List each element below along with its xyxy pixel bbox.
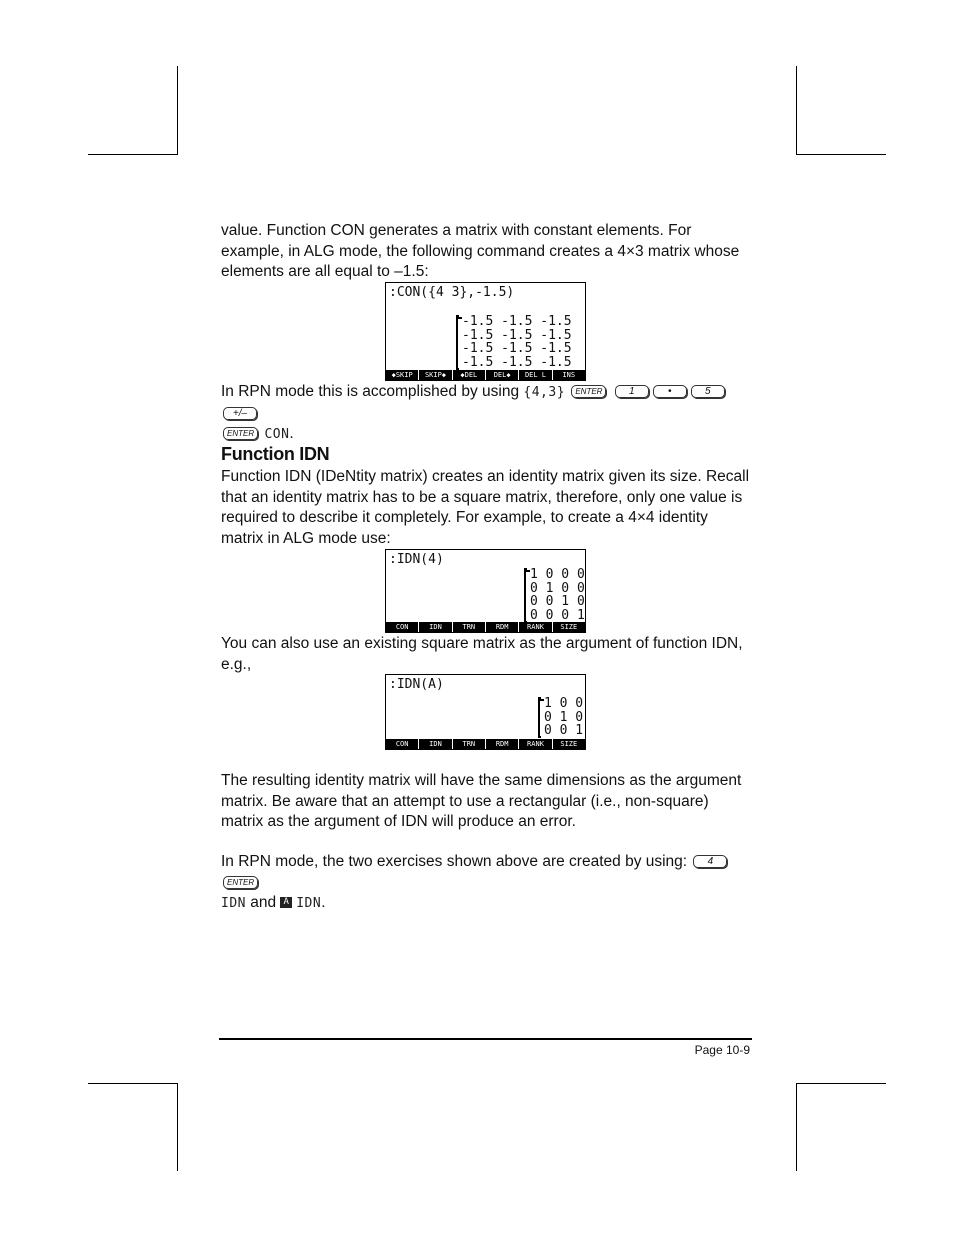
matrix-row: 1 0 0 0 bbox=[530, 567, 585, 582]
function-name: CON bbox=[264, 427, 290, 442]
page-number: Page 10-9 bbox=[694, 1043, 750, 1057]
paragraph-idn-intro bbox=[221, 467, 761, 549]
five-key-icon: 5 bbox=[691, 385, 725, 398]
text-segment: . bbox=[289, 425, 294, 442]
softkey: CON bbox=[386, 739, 418, 749]
footer-rule bbox=[219, 1038, 752, 1040]
softkey-menu bbox=[386, 370, 585, 380]
text-line: matrix. Be aware that an attempt to use a rectangular (i.e., non-square) bbox=[221, 792, 709, 810]
text-line: Function IDN (IDeNtity matrix) creates an identity matrix given its size. Recall bbox=[221, 468, 750, 485]
calculator-screen-idn4 bbox=[385, 549, 586, 633]
paragraph-rpn-idn bbox=[221, 852, 761, 915]
softkey: CON bbox=[386, 622, 418, 632]
matrix-row: 0 1 0 bbox=[544, 709, 584, 725]
crop-mark-tl-h bbox=[88, 154, 178, 155]
matrix-display bbox=[530, 568, 585, 622]
calculator-screen-con bbox=[385, 282, 586, 381]
screen-command: :CON({4 3},-1.5) bbox=[389, 285, 515, 300]
softkey: RANK bbox=[519, 622, 551, 632]
text-line: matrix in ALG mode use: bbox=[221, 529, 391, 547]
crop-mark-tr-h bbox=[796, 154, 886, 155]
softkey: SIZE bbox=[553, 739, 585, 749]
enter-key-icon: ENTER bbox=[223, 427, 258, 440]
softkey: ◆SKIP bbox=[386, 370, 418, 380]
text-line bbox=[221, 893, 761, 915]
one-key-icon: 1 bbox=[615, 385, 649, 398]
text-line: example, in ALG mode, the following command creates a 4×3 matrix whose bbox=[221, 242, 740, 260]
paragraph-rpn-con bbox=[221, 382, 761, 446]
text-segment: In RPN mode, the two exercises shown above are created by using: bbox=[221, 853, 692, 870]
matrix-display bbox=[544, 697, 583, 738]
matrix-row: 0 0 1 0 bbox=[530, 594, 585, 609]
matrix-display bbox=[462, 315, 572, 369]
matrix-row: -1.5 -1.5 -1.5 bbox=[462, 327, 572, 343]
screen-command: :IDN(4) bbox=[389, 552, 444, 567]
text-line: You can also use an existing square matrix as the argument of function IDN, bbox=[221, 635, 743, 652]
function-name: IDN bbox=[221, 896, 246, 911]
matrix-row: 0 0 1 bbox=[544, 723, 584, 738]
crop-mark-bl-h bbox=[88, 1083, 178, 1084]
text-line: e.g., bbox=[221, 655, 252, 673]
matrix-row: -1.5 -1.5 -1.5 bbox=[462, 314, 572, 329]
crop-mark-br-v bbox=[796, 1083, 797, 1171]
softkey: DEL L bbox=[519, 370, 551, 380]
crop-mark-br-h bbox=[796, 1083, 886, 1084]
paragraph-idn-dimensions bbox=[221, 771, 761, 833]
matrix-row: 0 0 0 1 bbox=[530, 607, 585, 623]
variable-softkey-icon: A bbox=[280, 897, 291, 908]
matrix-row: -1.5 -1.5 -1.5 bbox=[462, 354, 572, 370]
text-line bbox=[221, 382, 761, 424]
matrix-row: 1 0 0 bbox=[544, 696, 584, 711]
text-line bbox=[221, 852, 761, 893]
code-list: {4,3} bbox=[523, 385, 566, 400]
text-segment: and bbox=[245, 894, 281, 911]
screen-command: :IDN(A) bbox=[389, 677, 444, 692]
softkey: TRN bbox=[453, 739, 485, 749]
softkey: RDM bbox=[486, 739, 518, 749]
enter-key-icon: ENTER bbox=[223, 876, 258, 889]
text-line: value. Function CON generates a matrix with constant elements. For bbox=[221, 222, 692, 239]
text-line: that an identity matrix has to be a square matrix, therefore, only one value is bbox=[221, 488, 743, 506]
text-line: elements are all equal to –1.5: bbox=[221, 263, 429, 280]
enter-key-icon: ENTER bbox=[571, 385, 606, 398]
softkey: SKIP◆ bbox=[419, 370, 451, 380]
section-heading: Function IDN bbox=[221, 444, 330, 464]
softkey-menu bbox=[386, 622, 585, 632]
crop-mark-bl-v bbox=[177, 1083, 178, 1171]
matrix-row: 0 1 0 0 bbox=[530, 580, 585, 596]
softkey-menu bbox=[386, 739, 585, 749]
matrix-bracket bbox=[456, 315, 459, 370]
crop-mark-tr-v bbox=[796, 66, 797, 154]
softkey: SIZE bbox=[553, 622, 585, 632]
softkey: RDM bbox=[486, 622, 518, 632]
softkey: DEL◆ bbox=[486, 370, 518, 380]
matrix-bracket bbox=[524, 568, 527, 623]
text-line: required to describe it completely. For example, to create a 4×4 identity bbox=[221, 509, 708, 526]
change-sign-key-icon: +/– bbox=[223, 407, 257, 420]
text-line: The resulting identity matrix will have the same dimensions as the argument bbox=[221, 772, 742, 789]
text-line: matrix as the argument of IDN will produce an error. bbox=[221, 813, 576, 830]
crop-mark-tl-v bbox=[177, 66, 178, 154]
softkey: INS bbox=[553, 370, 585, 380]
softkey: TRN bbox=[453, 622, 485, 632]
calculator-screen-idna bbox=[385, 674, 586, 750]
paragraph-idn-existing bbox=[221, 634, 761, 675]
softkey: RANK bbox=[519, 739, 551, 749]
text-segment: . bbox=[321, 894, 326, 911]
decimal-key-icon: • bbox=[653, 385, 687, 398]
paragraph-con-intro bbox=[221, 221, 761, 283]
softkey: ◆DEL bbox=[453, 370, 485, 380]
matrix-row: -1.5 -1.5 -1.5 bbox=[462, 341, 572, 356]
text-line bbox=[221, 424, 761, 446]
text-segment: In RPN mode this is accomplished by using bbox=[221, 383, 524, 400]
four-key-icon: 4 bbox=[693, 855, 727, 868]
function-name: IDN bbox=[296, 896, 322, 911]
softkey: IDN bbox=[419, 622, 451, 632]
softkey: IDN bbox=[419, 739, 451, 749]
matrix-bracket bbox=[538, 697, 541, 738]
